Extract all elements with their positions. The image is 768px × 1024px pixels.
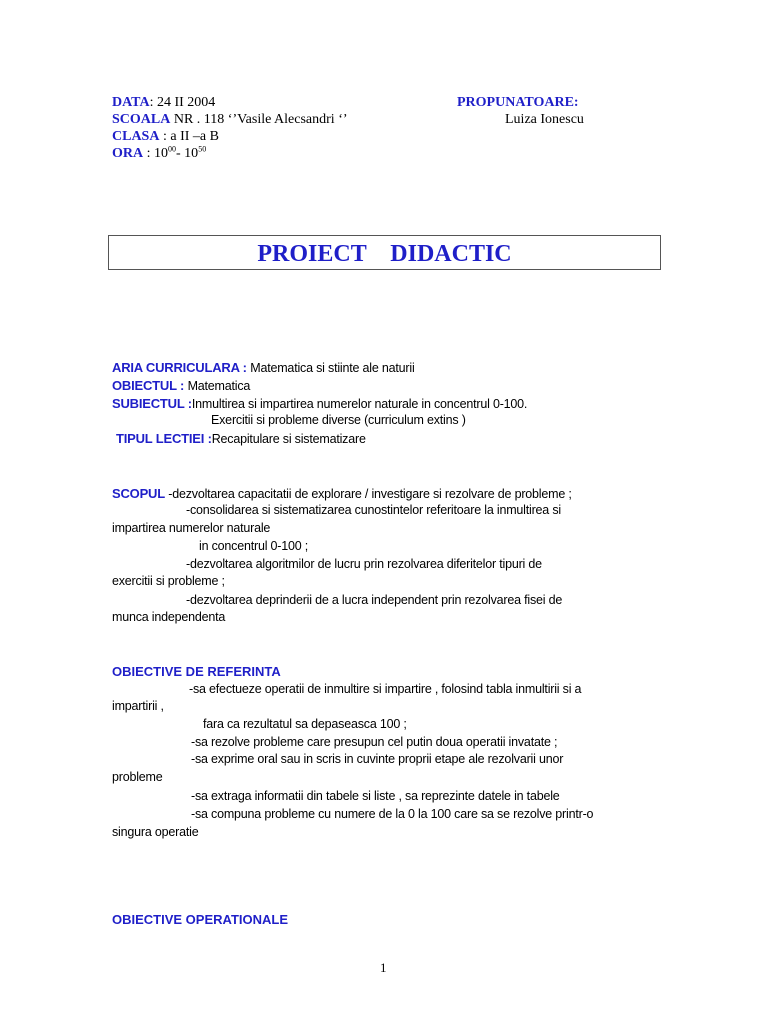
- propunatoare-label: PROPUNATOARE:: [457, 95, 579, 110]
- referinta-line-2: impartirii ,: [112, 699, 164, 713]
- scopul-line-5: -dezvoltarea algoritmilor de lucru prin rezolvarea diferitelor tipuri de: [186, 557, 542, 571]
- referinta-line-1: -sa efectueze operatii de inmultire si impartire , folosind tabla inmultirii si a: [189, 682, 582, 696]
- title-box: [108, 235, 661, 270]
- referinta-line-7: -sa extraga informatii din tabele si liste , sa reprezinte datele in tabele: [191, 789, 560, 803]
- data-value: : 24 II 2004: [149, 95, 216, 110]
- aria-value: Matematica si stiinte ale naturii: [250, 361, 415, 375]
- tipul-label: TIPUL LECTIEI :: [116, 431, 212, 446]
- subiectul-label: SUBIECTUL :: [112, 396, 192, 411]
- scopul-line-6: exercitii si probleme ;: [112, 574, 225, 588]
- subiectul-value: Inmultirea si impartirea numerelor naturale in concentrul 0-100.: [191, 397, 528, 411]
- scopul-label: SCOPUL: [112, 486, 165, 501]
- ora-sup-end: 50: [198, 144, 207, 154]
- page-number: 1: [380, 960, 387, 975]
- referinta-line-5: -sa exprime oral sau in scris in cuvinte proprii etape ale rezolvarii unor: [191, 752, 564, 766]
- scoala-value: NR . 118 ‘’Vasile Alecsandri ‘’: [170, 112, 348, 127]
- referinta-line-8: -sa compuna probleme cu numere de la 0 la 100 care sa se rezolve printr-o: [191, 807, 594, 821]
- referinta-line-6: probleme: [112, 770, 163, 784]
- scopul-line-3: impartirea numerelor naturale: [112, 521, 271, 535]
- page-title: PROIECT DIDACTIC: [257, 241, 512, 267]
- scopul-line-2: -consolidarea si sistematizarea cunostintelor referitoare la inmultirea si: [186, 503, 561, 517]
- subiectul-line: [112, 396, 527, 411]
- clasa-value: : a II –a B: [159, 129, 219, 144]
- obiectul-line: [112, 378, 250, 393]
- obiective-operationale-heading: OBIECTIVE OPERATIONALE: [112, 912, 288, 927]
- obiective-referinta-heading: OBIECTIVE DE REFERINTA: [112, 664, 281, 679]
- data-label: DATA: [112, 95, 150, 110]
- ora-value-mid: - 10: [176, 146, 199, 161]
- obiectul-label: OBIECTUL :: [112, 378, 188, 393]
- header-scoala-line: [112, 112, 348, 128]
- scopul-line-1: [112, 486, 572, 501]
- scopul-line-8: munca independenta: [112, 610, 226, 624]
- subiectul-value-continued: Exercitii si probleme diverse (curriculum extins ): [211, 413, 466, 427]
- tipul-value: Recapitulare si sistematizare: [211, 432, 366, 446]
- obiectul-value: Matematica: [187, 379, 251, 393]
- ora-label: ORA: [112, 146, 144, 161]
- referinta-line-3: fara ca rezultatul sa depaseasca 100 ;: [203, 717, 407, 731]
- aria-label: ARIA CURRICULARA :: [112, 360, 251, 375]
- header-clasa-line: [112, 129, 219, 145]
- aria-line: [112, 360, 415, 375]
- clasa-label: CLASA: [112, 129, 160, 144]
- scoala-label: SCOALA: [112, 112, 171, 127]
- referinta-line-9: singura operatie: [112, 825, 199, 839]
- ora-value-prefix: : 10: [143, 146, 169, 161]
- propunatoare-name: Luiza Ionescu: [505, 112, 584, 127]
- scopul-line-4: in concentrul 0-100 ;: [199, 539, 309, 553]
- header-ora-line: [112, 146, 206, 162]
- referinta-line-4: -sa rezolve probleme care presupun cel putin doua operatii invatate ;: [191, 735, 558, 749]
- ora-sup-start: 00: [168, 144, 177, 154]
- header-data-line: [112, 95, 215, 111]
- scopul-text-1: -dezvoltarea capacitatii de explorare / investigare si rezolvare de probleme ;: [164, 487, 572, 501]
- tipul-line: [116, 431, 366, 446]
- scopul-line-7: -dezvoltarea deprinderii de a lucra independent prin rezolvarea fisei de: [186, 593, 563, 607]
